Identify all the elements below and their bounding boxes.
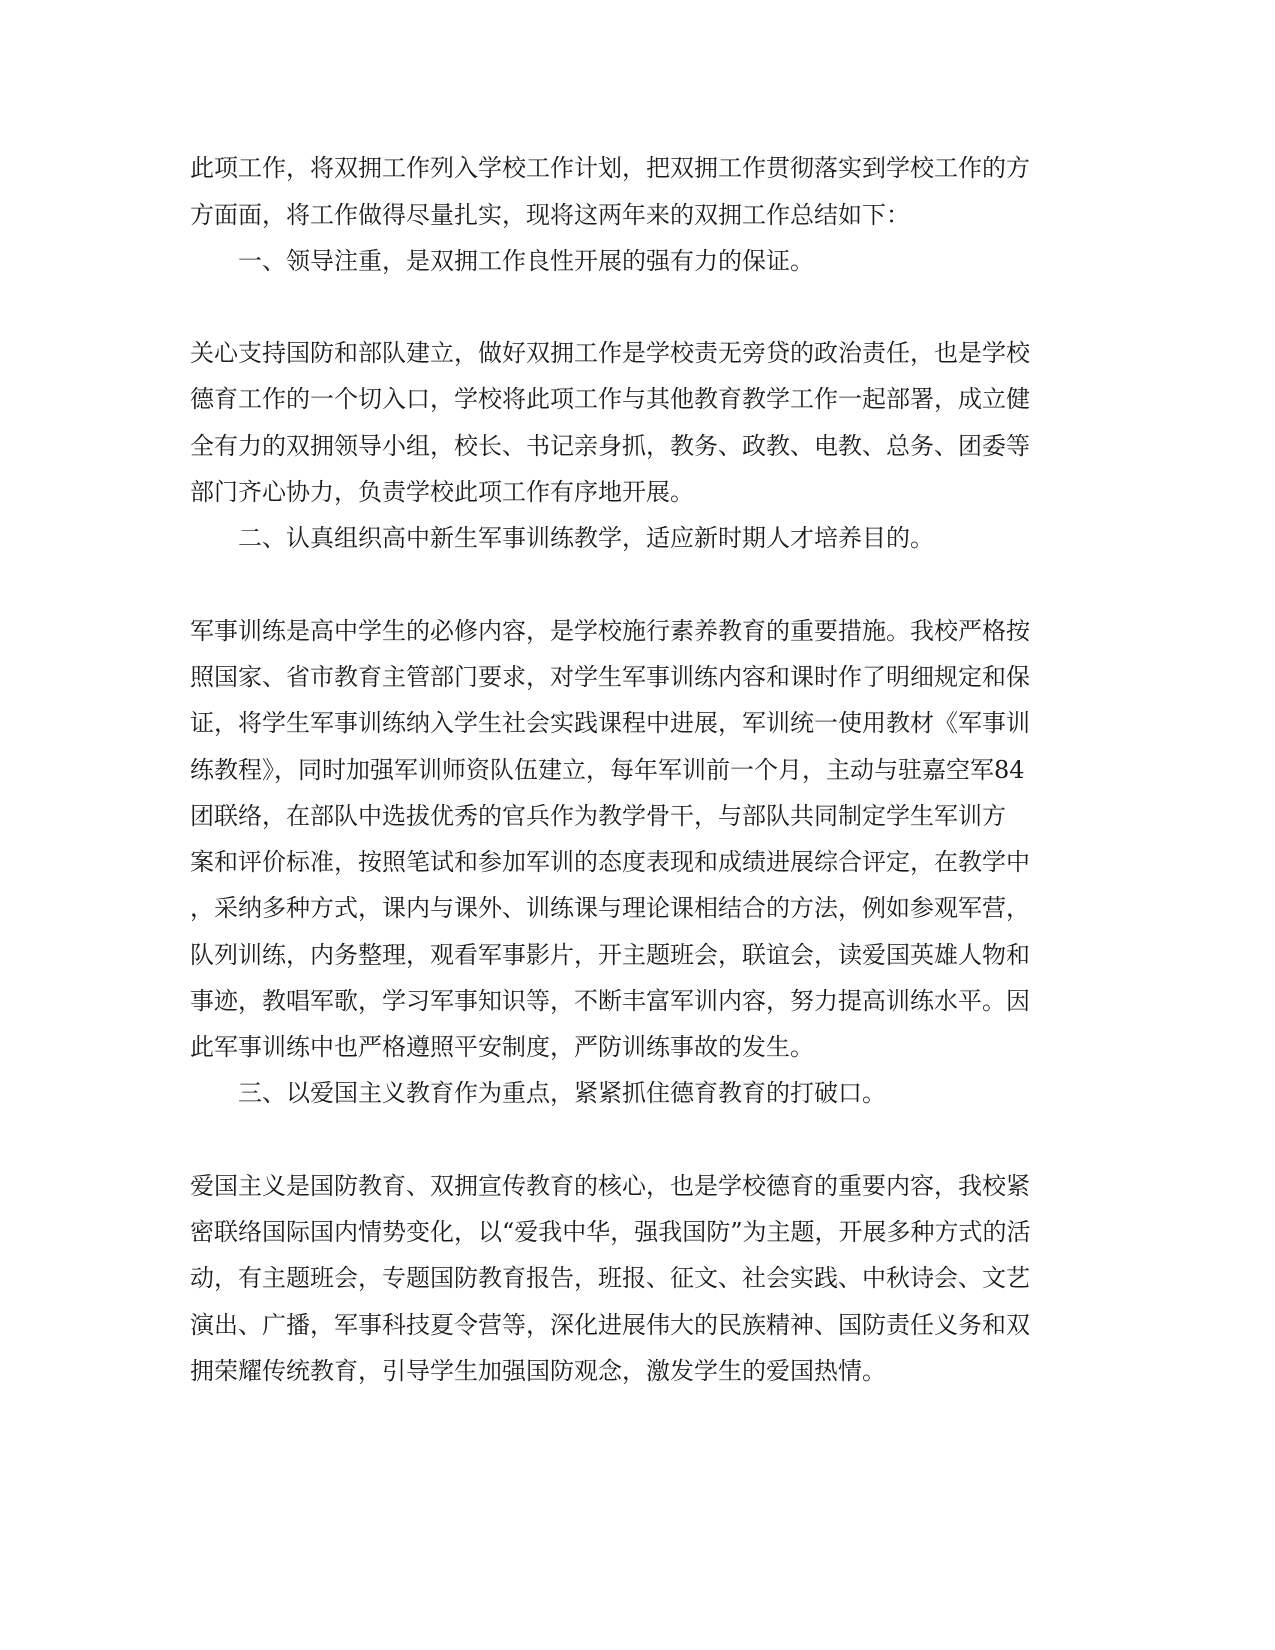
section-2-line-4: 练教程》，同时加强军训师资队伍建立，每年军训前一个月，主动与驻嘉空军84 [190,756,1025,784]
section-3-line-3: 动，有主题班会，专题国防教育报告，班报、征文、社会实践、中秋诗会、文艺 [190,1264,1030,1292]
section-1-line-1: 关心支持国防和部队建立，做好双拥工作是学校责无旁贷的政治责任，也是学校 [190,339,1030,367]
section-2-line-3: 证，将学生军事训练纳入学生社会实践课程中进展，军训统一使用教材《军事训 [190,709,1030,737]
intro-line-2: 方面面，将工作做得尽量扎实，现将这两年来的双拥工作总结如下： [190,201,910,229]
section-1-heading: 一、领导注重，是双拥工作良性开展的强有力的保证。 [238,247,814,275]
section-3-line-1: 爱国主义是国防教育、双拥宣传教育的核心，也是学校德育的重要内容，我校紧 [190,1172,1030,1200]
section-2-line-5: 团联络，在部队中选拔优秀的官兵作为教学骨干，与部队共同制定学生军训方 [190,802,1006,830]
section-2-line-8: 队列训练，内务整理，观看军事影片，开主题班会，联谊会，读爱国英雄人物和 [190,941,1030,969]
section-2-line-2: 照国家、省市教育主管部门要求，对学生军事训练内容和课时作了明细规定和保 [190,663,1030,691]
section-3-line-4: 演出、广播，军事科技夏令营等，深化进展伟大的民族精神、国防责任义务和双 [190,1311,1030,1339]
section-2-line-7: ，采纳多种方式，课内与课外、训练课与理论课相结合的方法，例如参观军营， [190,894,1030,922]
section-3-line-2: 密联络国际国内情势变化，以“爱我中华，强我国防”为主题，开展多种方式的活 [190,1218,1031,1246]
section-2-line-10: 此军事训练中也严格遵照平安制度，严防训练事故的发生。 [190,1033,814,1061]
section-2-line-6: 案和评价标准，按照笔试和参加军训的态度表现和成绩进展综合评定，在教学中 [190,848,1030,876]
section-1-line-2: 德育工作的一个切入口，学校将此项工作与其他教育教学工作一起部署，成立健 [190,385,1030,413]
section-2-line-9: 事迹，教唱军歌，学习军事知识等，不断丰富军训内容，努力提高训练水平。因 [190,987,1030,1015]
section-1-line-4: 部门齐心协力，负责学校此项工作有序地开展。 [190,478,694,506]
section-3-line-5: 拥荣耀传统教育，引导学生加强国防观念，激发学生的爱国热情。 [190,1357,886,1385]
section-2-heading: 二、认真组织高中新生军事训练教学，适应新时期人才培养目的。 [238,524,934,552]
section-1-line-3: 全有力的双拥领导小组，校长、书记亲身抓，教务、政教、电教、总务、团委等 [190,432,1030,460]
section-2-line-1: 军事训练是高中学生的必修内容，是学校施行素养教育的重要措施。我校严格按 [190,617,1030,645]
intro-line-1: 此项工作，将双拥工作列入学校工作计划，把双拥工作贯彻落实到学校工作的方 [190,154,1030,182]
section-3-heading: 三、以爱国主义教育作为重点，紧紧抓住德育教育的打破口。 [238,1079,886,1107]
